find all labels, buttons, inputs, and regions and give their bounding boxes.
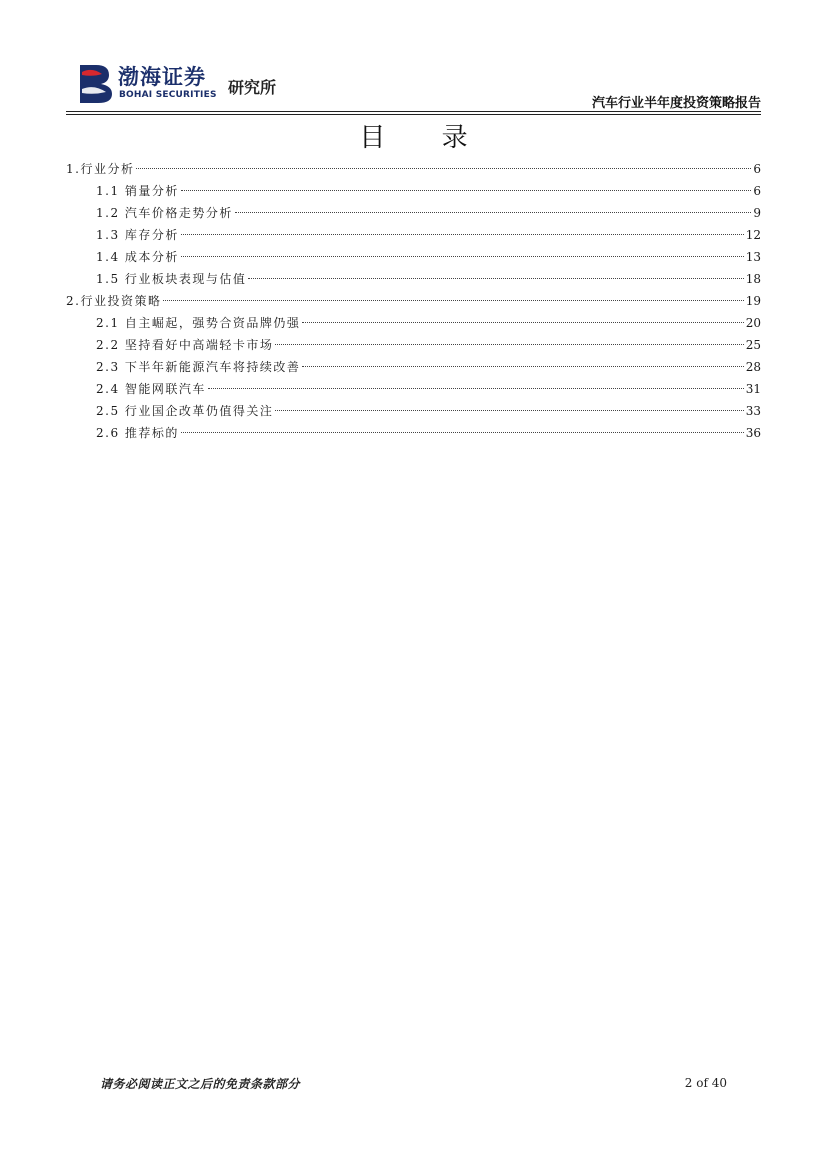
toc-entry[interactable] — [66, 246, 761, 268]
toc-entry-title: 2.1 自主崛起，强势合资品牌仍强 — [96, 316, 301, 330]
toc-entry-title: 1.行业分析 — [66, 162, 135, 176]
toc-dot-leader — [181, 234, 744, 235]
toc-heading: 目 录 — [359, 123, 492, 153]
toc-dot-leader — [163, 300, 743, 301]
toc-entry-page: 33 — [745, 404, 761, 418]
toc-entry[interactable] — [66, 180, 761, 202]
toc-dot-leader — [302, 322, 743, 323]
company-logo — [78, 63, 298, 107]
toc-entry[interactable] — [66, 224, 761, 246]
toc-entry-page: 28 — [745, 360, 761, 374]
toc-dot-leader — [208, 388, 744, 389]
disclaimer-note: 请务必阅读正文之后的免责条款部分 — [100, 1077, 301, 1091]
toc-entry[interactable] — [66, 422, 761, 444]
toc-entry[interactable] — [66, 400, 761, 422]
report-title: 汽车行业半年度投资策略报告 — [591, 96, 761, 111]
toc-entry-title: 2.3 下半年新能源汽车将持续改善 — [96, 360, 301, 374]
toc-entry-page: 20 — [745, 316, 761, 330]
toc-entry[interactable] — [66, 158, 761, 180]
toc-dot-leader — [181, 432, 744, 433]
header-divider-thin — [66, 114, 761, 115]
logo-english-name: BOHAI SECURITIES — [119, 90, 217, 100]
toc-entry[interactable] — [66, 202, 761, 224]
toc-entry-page: 6 — [753, 184, 761, 198]
toc-entry[interactable] — [66, 356, 761, 378]
toc-entry-page: 6 — [753, 162, 761, 176]
toc-entry[interactable] — [66, 312, 761, 334]
bohai-logo-icon — [78, 63, 114, 103]
toc-entry[interactable] — [66, 334, 761, 356]
toc-entry-page: 18 — [745, 272, 761, 286]
toc-entry-page: 25 — [745, 338, 761, 352]
toc-dot-leader — [181, 190, 751, 191]
toc-entry[interactable] — [66, 378, 761, 400]
toc-dot-leader — [181, 256, 744, 257]
toc-dot-leader — [235, 212, 751, 213]
toc-entry-page: 19 — [745, 294, 761, 308]
toc-entry-page: 9 — [753, 206, 761, 220]
toc-entry[interactable] — [66, 290, 761, 312]
toc-entry-title: 2.6 推荐标的 — [96, 426, 179, 440]
toc-entry-page: 36 — [745, 426, 761, 440]
toc-entry-title: 1.2 汽车价格走势分析 — [96, 206, 233, 220]
toc-entry-title: 1.3 库存分析 — [96, 228, 179, 242]
logo-institute-label: 研究所 — [228, 78, 277, 97]
toc-entry-page: 12 — [745, 228, 761, 242]
toc-entry-title: 1.1 销量分析 — [96, 184, 179, 198]
toc-entry[interactable] — [66, 268, 761, 290]
toc-entry-title: 1.4 成本分析 — [96, 250, 179, 264]
toc-dot-leader — [275, 410, 743, 411]
toc-entry-title: 2.4 智能网联汽车 — [96, 382, 206, 396]
page-number: 2 of 40 — [684, 1076, 727, 1090]
toc-dot-leader — [136, 168, 751, 169]
toc-entry-title: 2.行业投资策略 — [66, 294, 162, 308]
toc-dot-leader — [302, 366, 743, 367]
table-of-contents — [66, 158, 761, 444]
toc-entry-page: 31 — [745, 382, 761, 396]
logo-chinese-name: 渤海证券 — [118, 65, 206, 89]
toc-entry-page: 13 — [745, 250, 761, 264]
toc-entry-title: 1.5 行业板块表现与估值 — [96, 272, 247, 286]
toc-entry-title: 2.5 行业国企改革仍值得关注 — [96, 404, 274, 418]
toc-entry-title: 2.2 坚持看好中高端轻卡市场 — [96, 338, 274, 352]
toc-dot-leader — [248, 278, 743, 279]
toc-dot-leader — [275, 344, 743, 345]
header-divider — [66, 111, 761, 112]
